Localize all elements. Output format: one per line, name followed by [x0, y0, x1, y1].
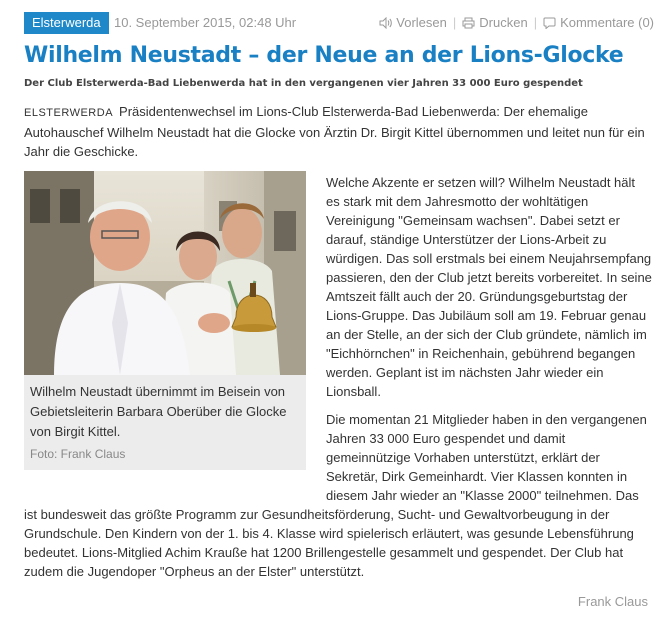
read-aloud-label: Vorlesen	[396, 15, 447, 30]
printer-icon	[462, 17, 475, 29]
article-subheadline: Der Club Elsterwerda-Bad Liebenwerda hat in den vergangenen vier Jahren 33 000 Euro gespendet	[24, 78, 583, 89]
speaker-icon	[379, 17, 392, 29]
article-figure	[24, 171, 306, 470]
article-paragraph: Die momentan 21 Mitglieder haben in den vergangenen Jahren 33 000 Euro gespendet und damit gemeinnützige Vorhaben unterstützt, erklärt der Sekretär, Dirk Gemeinhardt. Vier Klassen konnten in diesem Jahr wieder an "Klasse 2000" teilnehmen. Das	[326, 412, 647, 503]
article-headline: Wilhelm Neustadt – der Neue an der Lions-Glocke	[24, 43, 624, 68]
comments-label: Kommentare (0)	[560, 15, 654, 30]
comments-button[interactable]	[543, 15, 654, 31]
photo-caption: Wilhelm Neustadt übernimmt im Beisein von Gebietsleiterin Barbara Oberüber die Glocke von Birgit Kittel.	[30, 384, 287, 439]
article-paragraph: ist bundesweit das größte Programm zur Gesundheitsförderung, Sucht- und Gewaltvorbeugung in der Grundschule. Den Kindern von der 1. bis 4. Klasse wird spielerisch erläutert, was gesunde Lebensführung bedeutet. Lions-Mitglied Achim Krauße hat 1200 Brillengestelle gesammelt und gespendet. Der Club hat zudem die Jugendoper "Orpheus an der Elster" unterstützt.	[24, 507, 634, 579]
action-divider: |	[533, 15, 538, 30]
photo-illustration	[24, 171, 306, 375]
action-divider: |	[452, 15, 457, 30]
photo-credit: Foto: Frank Claus	[30, 447, 126, 461]
print-label: Drucken	[479, 15, 528, 30]
lead-text: Präsidentenwechsel im Lions-Club Elsterwerda-Bad Liebenwerda: Der ehemalige Autohauschef Wilhelm Neustadt hat die Glocke von Ärztin Dr. Birgit Kittel übernommen und leitet nun für ein Jahr die Geschicke.	[24, 104, 645, 159]
comment-icon	[543, 17, 556, 29]
article-lead	[24, 102, 650, 161]
category-tag[interactable]: Elsterwerda	[24, 12, 109, 34]
publish-date: 10. September 2015, 02:48 Uhr	[114, 15, 297, 30]
article-photo[interactable]	[24, 171, 306, 375]
dateline: ELSTERWERDA	[24, 107, 114, 119]
print-button[interactable]	[462, 15, 527, 31]
article-actions	[379, 15, 654, 31]
article-paragraph: Welche Akzente er setzen will? Wilhelm Neustadt hält es stark mit dem Jahresmotto der wohltätigen Vereinigung "Gemeinsam wachsen". Dabei setzt er darauf, ständige Unterstützer der Lions-Arbeit zu würdigen. Das soll erstmals bei einem Neujahrsempfang passieren, den der Club jetzt bereits vorbereitet. In seine Amtszeit fällt auch der 20. Gründungsgeburtstag der Lions-Gruppe. Das Jubiläum soll am 19. Februar genau an der Stelle, an der sich der Club gründete, nämlich im "Eichhörnchen" in Reichenhain, gebührend begangen werden. Geplant ist im nächsten Jahr wieder ein Lionsball.	[326, 175, 652, 399]
article-meta-bar	[24, 12, 654, 34]
article-author: Frank Claus	[577, 594, 648, 609]
read-aloud-button[interactable]	[379, 15, 447, 31]
